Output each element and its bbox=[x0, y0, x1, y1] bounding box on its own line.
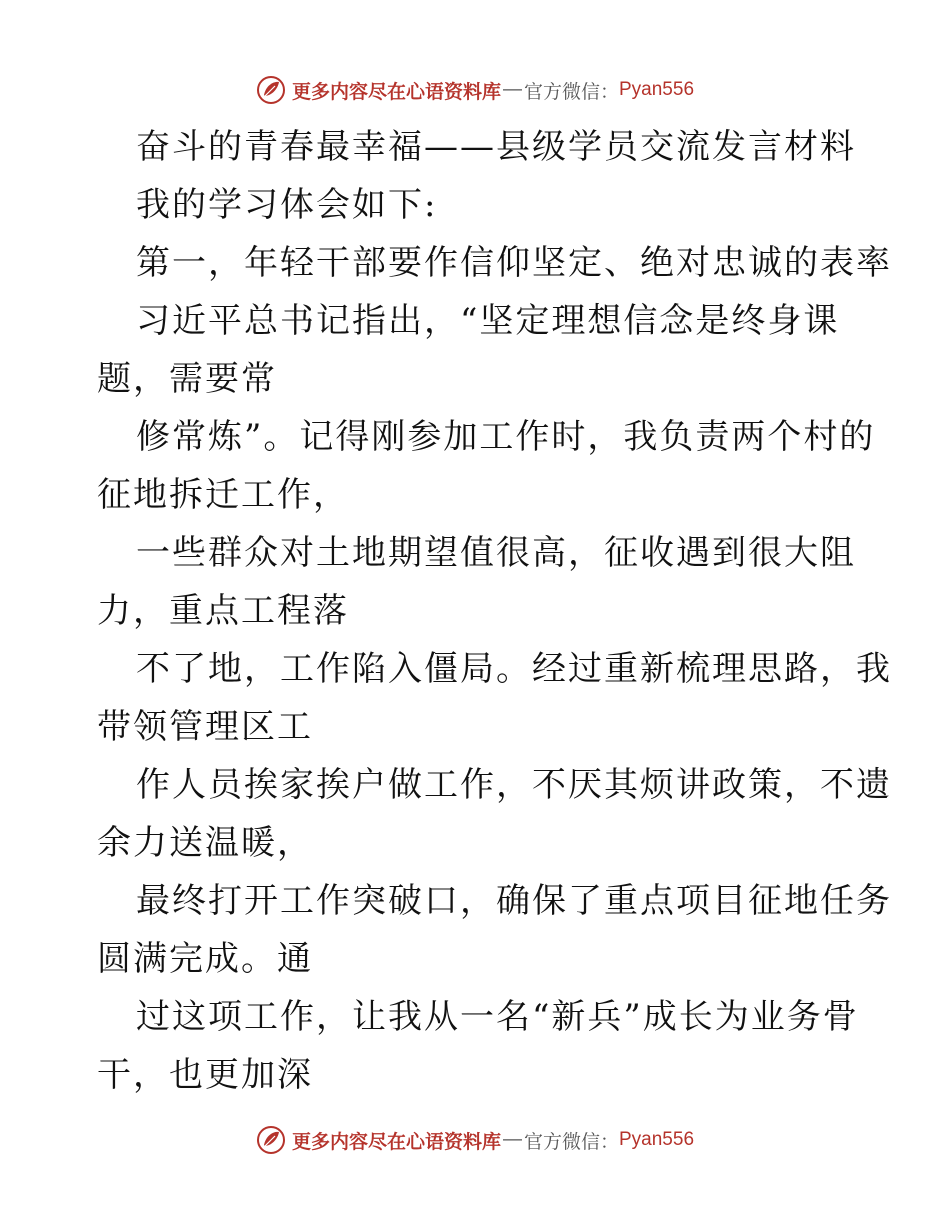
doc-line: 余力送温暖， bbox=[97, 823, 313, 863]
doc-line: 习近平总书记指出，“坚定理想信念是终身课 bbox=[136, 301, 840, 341]
doc-line: 圆满完成。通 bbox=[97, 939, 313, 979]
footer-watermark bbox=[0, 1120, 950, 1160]
doc-title: 奋斗的青春最幸福——县级学员交流发言材料 bbox=[136, 127, 856, 167]
watermark-wechat-label: 官方微信： bbox=[523, 1130, 619, 1153]
doc-line: 我的学习体会如下: bbox=[136, 185, 438, 225]
doc-line: 干，也更加深 bbox=[97, 1055, 313, 1095]
doc-line: 一些群众对土地期望值很高，征收遇到很大阻 bbox=[136, 533, 856, 573]
watermark-separator: — bbox=[502, 1129, 522, 1150]
doc-line: 修常炼”。记得刚参加工作时，我负责两个村的 bbox=[136, 417, 876, 457]
doc-line: 题，需要常 bbox=[97, 359, 277, 399]
header-watermark bbox=[0, 70, 950, 110]
watermark-brand: 更多内容尽在心语资料库 bbox=[291, 1130, 501, 1153]
doc-line: 不了地，工作陷入僵局。经过重新梳理思路，我 bbox=[136, 649, 892, 689]
doc-line: 力，重点工程落 bbox=[97, 591, 349, 631]
watermark-wechat-id: Pyan556 bbox=[619, 1129, 695, 1150]
watermark-wechat-id: Pyan556 bbox=[619, 79, 695, 100]
doc-line: 第一，年轻干部要作信仰坚定、绝对忠诚的表率 bbox=[136, 243, 892, 283]
watermark-brand: 更多内容尽在心语资料库 bbox=[291, 80, 501, 103]
watermark-wechat-label: 官方微信： bbox=[523, 80, 619, 103]
doc-line: 带领管理区工 bbox=[97, 707, 313, 747]
watermark-separator: — bbox=[502, 79, 522, 100]
doc-line: 最终打开工作突破口，确保了重点项目征地任务 bbox=[136, 881, 892, 921]
leaf-logo-icon bbox=[256, 75, 286, 105]
doc-line: 征地拆迁工作， bbox=[97, 475, 349, 515]
doc-line: 过这项工作，让我从一名“新兵”成长为业务骨 bbox=[136, 997, 859, 1037]
doc-line: 作人员挨家挨户做工作，不厌其烦讲政策，不遗 bbox=[136, 765, 892, 805]
leaf-logo-icon bbox=[256, 1125, 286, 1155]
